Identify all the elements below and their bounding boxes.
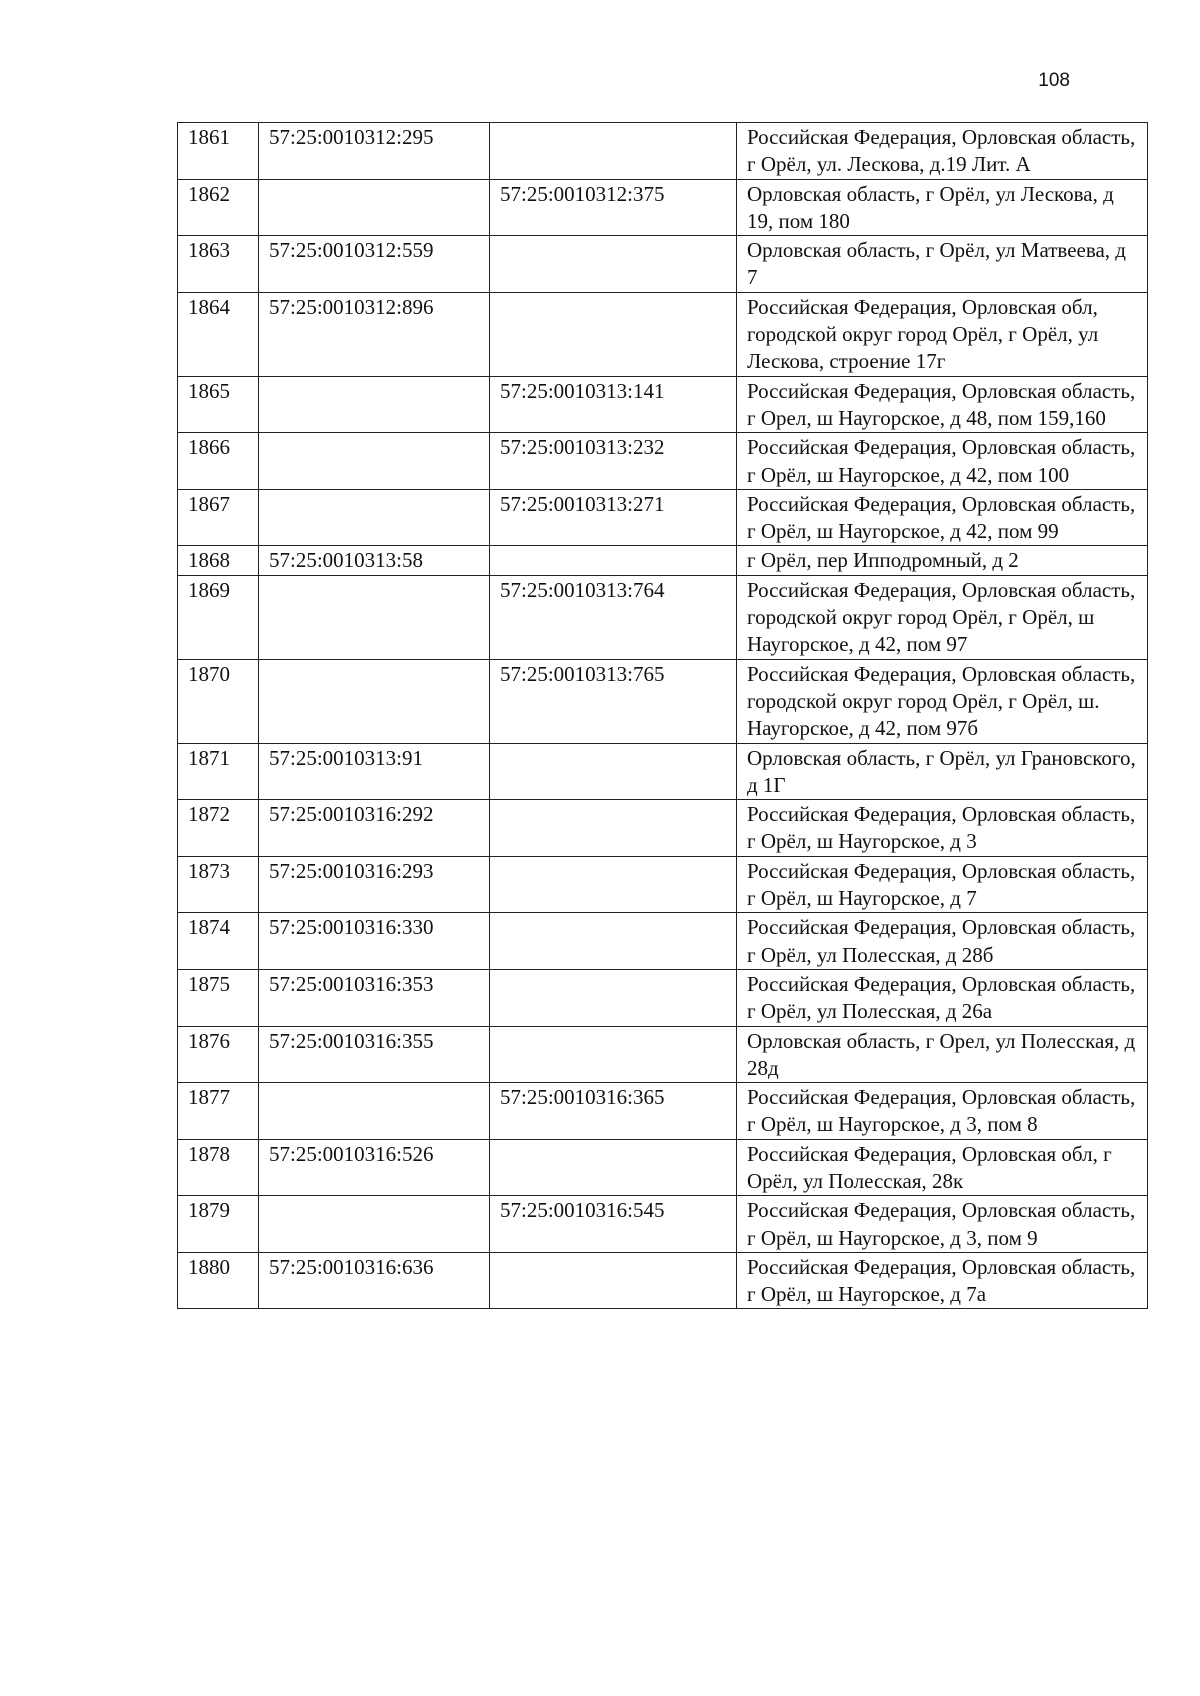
row-number-cell: 1865 (178, 376, 259, 433)
row-number-cell: 1875 (178, 969, 259, 1026)
address-cell: Российская Федерация, Орловская область, г Орёл, ш Наугорское, д 7а (737, 1252, 1148, 1309)
table-row (178, 1196, 1148, 1253)
table-row (178, 1083, 1148, 1140)
land-cadastral-number-cell (259, 489, 490, 546)
land-cadastral-number-cell (259, 575, 490, 659)
row-number-cell: 1863 (178, 236, 259, 293)
land-cadastral-number-cell (259, 433, 490, 490)
row-number-cell: 1868 (178, 546, 259, 575)
row-number-cell: 1871 (178, 743, 259, 800)
address-cell: Российская Федерация, Орловская область, городской округ город Орёл, г Орёл, ш. Наугорское, д 42, пом 97б (737, 659, 1148, 743)
object-cadastral-number-cell (490, 856, 737, 913)
object-cadastral-number-cell (490, 292, 737, 376)
row-number-cell: 1869 (178, 575, 259, 659)
row-number-cell: 1872 (178, 800, 259, 857)
address-cell: Российская Федерация, Орловская обл, городской округ город Орёл, г Орёл, ул Лескова, строение 17г (737, 292, 1148, 376)
address-cell: Российская Федерация, Орловская область, г Орёл, ш Наугорское, д 3, пом 8 (737, 1083, 1148, 1140)
table-row (178, 1252, 1148, 1309)
row-number-cell: 1866 (178, 433, 259, 490)
row-number-cell: 1861 (178, 123, 259, 180)
address-cell: Российская Федерация, Орловская область, г Орёл, ул. Лескова, д.19 Лит. А (737, 123, 1148, 180)
land-cadastral-number-cell: 57:25:0010316:355 (259, 1026, 490, 1083)
address-cell: Российская Федерация, Орловская область, г Орёл, ул Полесская, д 28б (737, 913, 1148, 970)
row-number-cell: 1880 (178, 1252, 259, 1309)
table-row (178, 800, 1148, 857)
table-row (178, 575, 1148, 659)
land-cadastral-number-cell: 57:25:0010313:58 (259, 546, 490, 575)
row-number-cell: 1873 (178, 856, 259, 913)
table-row (178, 292, 1148, 376)
land-cadastral-number-cell (259, 1196, 490, 1253)
object-cadastral-number-cell (490, 743, 737, 800)
address-cell: Российская Федерация, Орловская область, г Орёл, ш Наугорское, д 42, пом 100 (737, 433, 1148, 490)
object-cadastral-number-cell: 57:25:0010316:545 (490, 1196, 737, 1253)
object-cadastral-number-cell (490, 913, 737, 970)
object-cadastral-number-cell: 57:25:0010313:232 (490, 433, 737, 490)
land-cadastral-number-cell: 57:25:0010316:636 (259, 1252, 490, 1309)
row-number-cell: 1876 (178, 1026, 259, 1083)
row-number-cell: 1878 (178, 1139, 259, 1196)
land-cadastral-number-cell (259, 376, 490, 433)
table-row (178, 489, 1148, 546)
object-cadastral-number-cell (490, 123, 737, 180)
table-row (178, 969, 1148, 1026)
address-cell: Орловская область, г Орёл, ул Лескова, д 19, пом 180 (737, 179, 1148, 236)
address-cell: Орловская область, г Орел, ул Полесская, д 28д (737, 1026, 1148, 1083)
land-cadastral-number-cell: 57:25:0010316:293 (259, 856, 490, 913)
address-cell: Орловская область, г Орёл, ул Грановского, д 1Г (737, 743, 1148, 800)
land-cadastral-number-cell: 57:25:0010316:526 (259, 1139, 490, 1196)
object-cadastral-number-cell: 57:25:0010312:375 (490, 179, 737, 236)
table-row (178, 236, 1148, 293)
land-cadastral-number-cell: 57:25:0010312:295 (259, 123, 490, 180)
address-cell: Российская Федерация, Орловская область, г Орёл, ул Полесская, д 26а (737, 969, 1148, 1026)
object-cadastral-number-cell: 57:25:0010313:764 (490, 575, 737, 659)
registry-table-body (178, 123, 1148, 1309)
address-cell: Российская Федерация, Орловская область, г Орёл, ш Наугорское, д 3 (737, 800, 1148, 857)
land-cadastral-number-cell (259, 659, 490, 743)
row-number-cell: 1867 (178, 489, 259, 546)
object-cadastral-number-cell (490, 969, 737, 1026)
row-number-cell: 1874 (178, 913, 259, 970)
registry-table (177, 122, 1148, 1309)
row-number-cell: 1870 (178, 659, 259, 743)
table-row (178, 1026, 1148, 1083)
row-number-cell: 1862 (178, 179, 259, 236)
row-number-cell: 1877 (178, 1083, 259, 1140)
object-cadastral-number-cell (490, 546, 737, 575)
land-cadastral-number-cell: 57:25:0010316:292 (259, 800, 490, 857)
table-row (178, 743, 1148, 800)
object-cadastral-number-cell (490, 1026, 737, 1083)
object-cadastral-number-cell: 57:25:0010313:271 (490, 489, 737, 546)
land-cadastral-number-cell (259, 1083, 490, 1140)
address-cell: г Орёл, пер Ипподромный, д 2 (737, 546, 1148, 575)
land-cadastral-number-cell (259, 179, 490, 236)
address-cell: Российская Федерация, Орловская область, городской округ город Орёл, г Орёл, ш Наугорское, д 42, пом 97 (737, 575, 1148, 659)
object-cadastral-number-cell (490, 800, 737, 857)
table-row (178, 179, 1148, 236)
table-row (178, 659, 1148, 743)
land-cadastral-number-cell: 57:25:0010312:896 (259, 292, 490, 376)
table-row (178, 433, 1148, 490)
table-row (178, 376, 1148, 433)
address-cell: Российская Федерация, Орловская обл, г Орёл, ул Полесская, 28к (737, 1139, 1148, 1196)
address-cell: Российская Федерация, Орловская область, г Орёл, ш Наугорское, д 3, пом 9 (737, 1196, 1148, 1253)
address-cell: Орловская область, г Орёл, ул Матвеева, д 7 (737, 236, 1148, 293)
object-cadastral-number-cell (490, 1139, 737, 1196)
table-row (178, 856, 1148, 913)
row-number-cell: 1864 (178, 292, 259, 376)
table-row (178, 123, 1148, 180)
table-row (178, 546, 1148, 575)
land-cadastral-number-cell: 57:25:0010316:353 (259, 969, 490, 1026)
object-cadastral-number-cell (490, 236, 737, 293)
object-cadastral-number-cell (490, 1252, 737, 1309)
object-cadastral-number-cell: 57:25:0010313:765 (490, 659, 737, 743)
page-number: 108 (1038, 70, 1070, 91)
table-row (178, 913, 1148, 970)
land-cadastral-number-cell: 57:25:0010312:559 (259, 236, 490, 293)
land-cadastral-number-cell: 57:25:0010316:330 (259, 913, 490, 970)
row-number-cell: 1879 (178, 1196, 259, 1253)
object-cadastral-number-cell: 57:25:0010313:141 (490, 376, 737, 433)
land-cadastral-number-cell: 57:25:0010313:91 (259, 743, 490, 800)
address-cell: Российская Федерация, Орловская область, г Орёл, ш Наугорское, д 42, пом 99 (737, 489, 1148, 546)
object-cadastral-number-cell: 57:25:0010316:365 (490, 1083, 737, 1140)
address-cell: Российская Федерация, Орловская область, г Орёл, ш Наугорское, д 7 (737, 856, 1148, 913)
address-cell: Российская Федерация, Орловская область, г Орел, ш Наугорское, д 48, пом 159,160 (737, 376, 1148, 433)
table-row (178, 1139, 1148, 1196)
